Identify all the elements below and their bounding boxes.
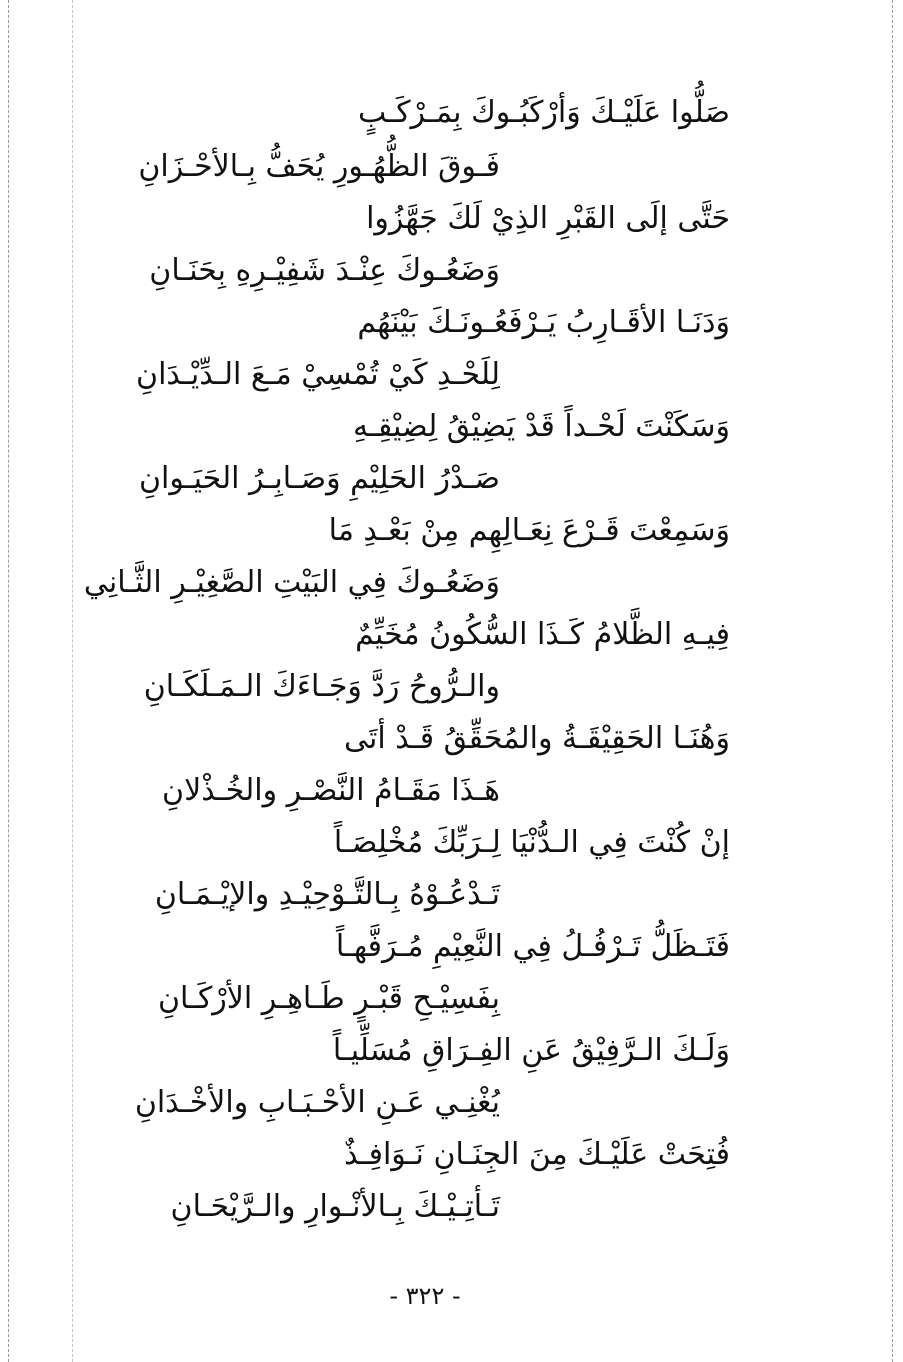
verse-line: وَضَعُـوكَ فِي البَيْتِ الصَّغِيْـرِ الثَّـانِي (83, 565, 500, 600)
verse-line: وَسَمِعْتَ قَـرْعَ نِعَـالِهِم مِنْ بَعْـدِ مَا (328, 513, 730, 548)
verse-line: صَلُّوا عَلَيْـكَ وَأرْكَبُـوكَ بِمَـرْكَـبٍ (357, 95, 730, 130)
verse-line: وَسَكَنْتَ لَحْـداً قَدْ يَضِيْقُ لِضِيْقِـهِ (352, 409, 730, 444)
verse-line: تَـدْعُـوْهُ بِـالتَّـوْحِيْـدِ والإيْـمَـانِ (154, 877, 500, 912)
verse-line: وَضَعُـوكَ عِنْـدَ شَفِيْـرِهِ بِحَنَـانِ (149, 253, 500, 288)
page-number: - ٣٢٢ - (389, 1282, 461, 1310)
verse-line: وَلَـكَ الـرَّفِيْقُ عَنِ الفِـرَاقِ مُسَلِّيـاً (332, 1033, 730, 1068)
verse-line: وَهُنَـا الحَقِيْقَـةُ والمُحَقِّقُ قَـدْ أتَى (344, 721, 730, 756)
verse-line: والـرُّوحُ رَدَّ وَجَـاءَكَ الـمَـلَكَـانِ (143, 669, 500, 704)
right-margin-rule (892, 0, 893, 1362)
verse-line: صَـدْرُ الحَلِيْمِ وَصَـابِـرُ الحَيَـوانِ (138, 461, 500, 496)
verse-line: فَـوقَ الظُّهُـورِ يُحَفُّ بِـالأحْـزَانِ (138, 149, 500, 184)
verse-line: بِفَسِيْـحِ قَبْـرٍ طَـاهِـرِ الأرْكَـانِ (158, 981, 500, 1016)
left-margin-rule (8, 0, 9, 1362)
verse-line: إنْ كُنْتَ فِي الـدُّنْيَا لِـرَبِّكَ مُخْلِصَـاً (333, 825, 730, 860)
verse-line: وَدَنَـا الأقَـارِبُ يَـرْفَعُـونَـكَ بَيْنَهُم (357, 305, 730, 340)
verse-line: يُغْنِـي عَـنِ الأحْـبَـابِ والأخْـدَانِ (134, 1085, 500, 1120)
verse-line: حَتَّى إلَى القَبْرِ الذِيْ لَكَ جَهَّزُوا (366, 201, 730, 236)
verse-line: هَـذَا مَقَـامُ النَّصْـرِ والخُـذْلانِ (162, 773, 500, 808)
verse-line: فَتَـظَلُّ تَـرْفُـلُ فِي النَّعِيْمِ مُـرَفَّهـاً (335, 929, 730, 964)
verse-line: تَـأتِـيْـكَ بِـالأنْـوارِ والـرَّيْحَـانِ (170, 1189, 500, 1224)
verse-line: لِلَحْـدِ كَيْ تُمْسِيْ مَـعَ الـدِّيْـدَانِ (136, 357, 500, 392)
verse-line: فِيـهِ الظَّلامُ كَـذَا السُّكُونُ مُخَيِّمٌ (355, 617, 730, 652)
verse-line: فُتِحَتْ عَلَيْـكَ مِنَ الجِنَـانِ نَـوَافِـذٌ (344, 1137, 730, 1172)
inner-margin-rule (72, 0, 73, 1362)
